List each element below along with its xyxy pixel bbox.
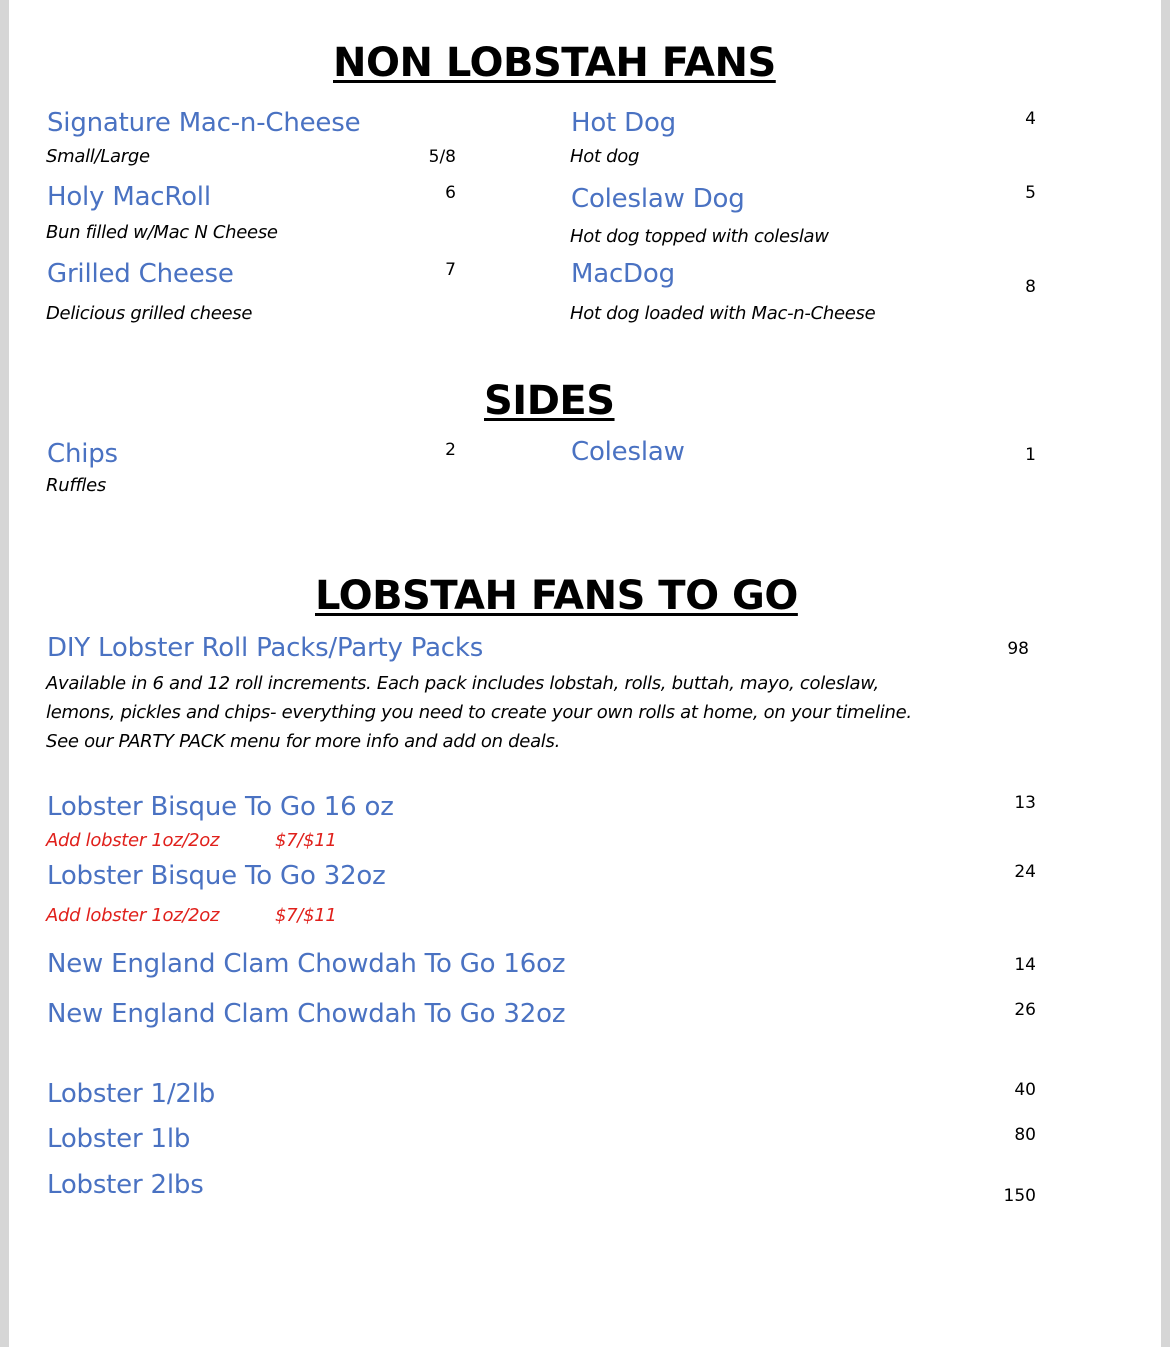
menu-item-name: DIY Lobster Roll Packs/Party Packs bbox=[47, 633, 484, 663]
menu-item-description: Hot dog bbox=[570, 146, 640, 167]
menu-item-price: 24 bbox=[1014, 862, 1036, 882]
menu-item-price: 98 bbox=[1007, 639, 1029, 659]
menu-item-description: Small/Large bbox=[46, 146, 150, 167]
menu-item-name: Lobster 1lb bbox=[47, 1124, 191, 1154]
menu-item-description: Hot dog topped with coleslaw bbox=[570, 226, 829, 247]
menu-item-price: 13 bbox=[1014, 793, 1036, 813]
section-heading-lobstah-fans-to-go: LOBSTAH FANS TO GO bbox=[315, 573, 798, 619]
menu-item-price: 150 bbox=[1003, 1186, 1036, 1206]
menu-item-name: MacDog bbox=[571, 259, 675, 289]
menu-item-description: Available in 6 and 12 roll increments. Each pack includes lobstah, rolls, buttah, mayo, coleslaw, lemons, pickles and chips- everything you need to create your own rolls at home, on your timeline. See our PARTY PACK menu for more info and add on deals. bbox=[46, 673, 912, 752]
menu-item-name: New England Clam Chowdah To Go 32oz bbox=[47, 999, 566, 1029]
menu-item-price: 2 bbox=[445, 440, 456, 460]
menu-item-name: Lobster 1/2lb bbox=[47, 1079, 216, 1109]
menu-item-name: Hot Dog bbox=[571, 108, 676, 138]
menu-item-price: 7 bbox=[445, 260, 456, 280]
menu-item-price: 5/8 bbox=[428, 147, 456, 167]
menu-item-description: Delicious grilled cheese bbox=[46, 303, 253, 324]
menu-item-name: Lobster 2lbs bbox=[47, 1170, 204, 1200]
addon-label: Add lobster 1oz/2oz bbox=[46, 905, 220, 926]
menu-item-name: Lobster Bisque To Go 32oz bbox=[47, 861, 386, 891]
menu-item-name: Coleslaw bbox=[571, 437, 685, 467]
section-heading-sides: SIDES bbox=[484, 378, 615, 424]
menu-item-name: Signature Mac-n-Cheese bbox=[47, 108, 361, 138]
menu-item-price: 80 bbox=[1014, 1125, 1036, 1145]
menu-item-name: Holy MacRoll bbox=[47, 182, 211, 212]
menu-page bbox=[9, 0, 1161, 1347]
menu-item-price: 1 bbox=[1025, 445, 1036, 465]
menu-item-name: Chips bbox=[47, 439, 118, 469]
menu-item-price: 4 bbox=[1025, 109, 1036, 129]
addon-label: Add lobster 1oz/2oz bbox=[46, 830, 220, 851]
menu-item-price: 14 bbox=[1014, 955, 1036, 975]
menu-item-name: New England Clam Chowdah To Go 16oz bbox=[47, 949, 566, 979]
menu-item-name: Coleslaw Dog bbox=[571, 184, 745, 214]
menu-item-description: Ruffles bbox=[46, 475, 106, 496]
menu-item-price: 5 bbox=[1025, 183, 1036, 203]
menu-item-price: 8 bbox=[1025, 277, 1036, 297]
menu-item-name: Grilled Cheese bbox=[47, 259, 234, 289]
menu-item-price: 6 bbox=[445, 183, 456, 203]
menu-item-price: 40 bbox=[1014, 1080, 1036, 1100]
addon-price: $7/$11 bbox=[275, 830, 337, 851]
section-heading-non-lobstah-fans: NON LOBSTAH FANS bbox=[333, 40, 776, 86]
menu-item-price: 26 bbox=[1014, 1000, 1036, 1020]
menu-item-description: Bun filled w/Mac N Cheese bbox=[46, 222, 278, 243]
menu-item-description: Hot dog loaded with Mac-n-Cheese bbox=[570, 303, 876, 324]
menu-item-name: Lobster Bisque To Go 16 oz bbox=[47, 792, 394, 822]
addon-price: $7/$11 bbox=[275, 905, 337, 926]
